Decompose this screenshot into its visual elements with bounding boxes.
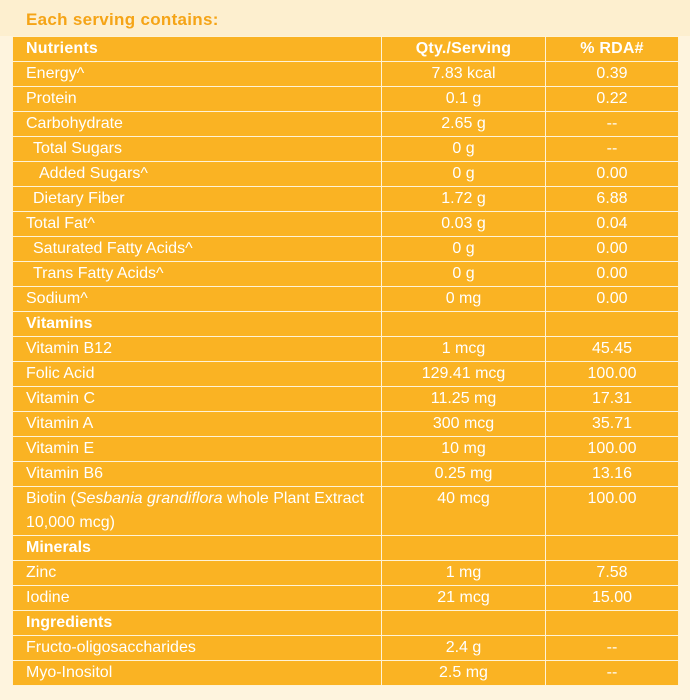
nutrient-qty: 0.1 g (382, 87, 546, 112)
nutrient-name: Trans Fatty Acids^ (13, 262, 382, 287)
ingredient-qty: 2.5 mg (382, 661, 546, 686)
vitamin-qty: 1 mcg (382, 337, 546, 362)
nutrient-name: Dietary Fiber (13, 187, 382, 212)
serving-heading: Each serving contains: (0, 0, 690, 36)
nutrition-table (12, 36, 679, 686)
vitamin-qty: 300 mcg (382, 412, 546, 437)
table-row (13, 187, 679, 212)
vitamin-qty: 129.41 mcg (382, 362, 546, 387)
table-row (13, 212, 679, 237)
vitamin-qty: 0.25 mg (382, 462, 546, 487)
table-row (13, 237, 679, 262)
section-row-ingredients (13, 611, 679, 636)
nutrient-rda: 6.88 (546, 187, 679, 212)
table-row (13, 137, 679, 162)
nutrient-name: Carbohydrate (13, 112, 382, 137)
col-header-qty: Qty./Serving (382, 37, 546, 62)
nutrient-name: Total Sugars (13, 137, 382, 162)
nutrient-rda: 0.00 (546, 287, 679, 312)
vitamin-rda: 13.16 (546, 462, 679, 487)
biotin-species: Sesbania grandiflora (75, 490, 223, 507)
nutrient-rda: -- (546, 137, 679, 162)
nutrient-qty: 1.72 g (382, 187, 546, 212)
section-row-minerals (13, 536, 679, 561)
table-row (13, 387, 679, 412)
vitamin-name: Vitamin B12 (13, 337, 382, 362)
table-row (13, 112, 679, 137)
biotin-name-suffix: whole Plant Extract 10,000 mcg) (26, 490, 364, 531)
nutrient-rda: 0.00 (546, 162, 679, 187)
biotin-rda: 100.00 (546, 487, 679, 536)
section-row-vitamins (13, 312, 679, 337)
table-row (13, 62, 679, 87)
section-title-ingredients: Ingredients (13, 611, 382, 636)
nutrient-rda: 0.22 (546, 87, 679, 112)
mineral-qty: 21 mcg (382, 586, 546, 611)
ingredient-name: Fructo-oligosaccharides (13, 636, 382, 661)
mineral-rda: 15.00 (546, 586, 679, 611)
mineral-name: Zinc (13, 561, 382, 586)
table-row (13, 437, 679, 462)
col-header-rda: % RDA# (546, 37, 679, 62)
nutrient-qty: 0 g (382, 162, 546, 187)
nutrient-name: Sodium^ (13, 287, 382, 312)
vitamin-name: Vitamin C (13, 387, 382, 412)
table-row (13, 561, 679, 586)
table-row-biotin (13, 487, 679, 536)
vitamin-rda: 35.71 (546, 412, 679, 437)
biotin-name (13, 487, 382, 536)
vitamin-qty: 11.25 mg (382, 387, 546, 412)
vitamin-rda: 17.31 (546, 387, 679, 412)
vitamin-qty: 10 mg (382, 437, 546, 462)
table-row (13, 337, 679, 362)
table-row (13, 162, 679, 187)
table-row (13, 362, 679, 387)
mineral-qty: 1 mg (382, 561, 546, 586)
section-title-minerals: Minerals (13, 536, 382, 561)
vitamin-name: Vitamin A (13, 412, 382, 437)
nutrient-qty: 0 g (382, 137, 546, 162)
nutrient-name: Protein (13, 87, 382, 112)
table-row (13, 287, 679, 312)
nutrient-name: Energy^ (13, 62, 382, 87)
biotin-name-prefix: Biotin ( (26, 490, 76, 507)
nutrient-rda: -- (546, 112, 679, 137)
nutrient-qty: 2.65 g (382, 112, 546, 137)
vitamin-rda: 100.00 (546, 437, 679, 462)
mineral-name: Iodine (13, 586, 382, 611)
nutrient-qty: 0 g (382, 237, 546, 262)
ingredient-name: Myo-Inositol (13, 661, 382, 686)
vitamin-name: Vitamin E (13, 437, 382, 462)
nutrient-rda: 0.04 (546, 212, 679, 237)
table-row (13, 661, 679, 686)
nutrient-qty: 7.83 kcal (382, 62, 546, 87)
nutrient-rda: 0.00 (546, 262, 679, 287)
header-row (13, 37, 679, 62)
mineral-rda: 7.58 (546, 561, 679, 586)
table-row (13, 412, 679, 437)
ingredient-rda: -- (546, 636, 679, 661)
vitamin-rda: 45.45 (546, 337, 679, 362)
nutrient-qty: 0 g (382, 262, 546, 287)
nutrient-qty: 0.03 g (382, 212, 546, 237)
nutrient-rda: 0.00 (546, 237, 679, 262)
nutrient-name: Total Fat^ (13, 212, 382, 237)
table-row (13, 586, 679, 611)
vitamin-name: Folic Acid (13, 362, 382, 387)
ingredient-qty: 2.4 g (382, 636, 546, 661)
table-row (13, 262, 679, 287)
table-row (13, 87, 679, 112)
nutrient-qty: 0 mg (382, 287, 546, 312)
section-title-vitamins: Vitamins (13, 312, 382, 337)
vitamin-rda: 100.00 (546, 362, 679, 387)
table-row (13, 462, 679, 487)
vitamin-name: Vitamin B6 (13, 462, 382, 487)
nutrient-name: Added Sugars^ (13, 162, 382, 187)
nutrient-rda: 0.39 (546, 62, 679, 87)
col-header-nutrients: Nutrients (13, 37, 382, 62)
table-row (13, 636, 679, 661)
biotin-qty: 40 mcg (382, 487, 546, 536)
nutrient-name: Saturated Fatty Acids^ (13, 237, 382, 262)
ingredient-rda: -- (546, 661, 679, 686)
